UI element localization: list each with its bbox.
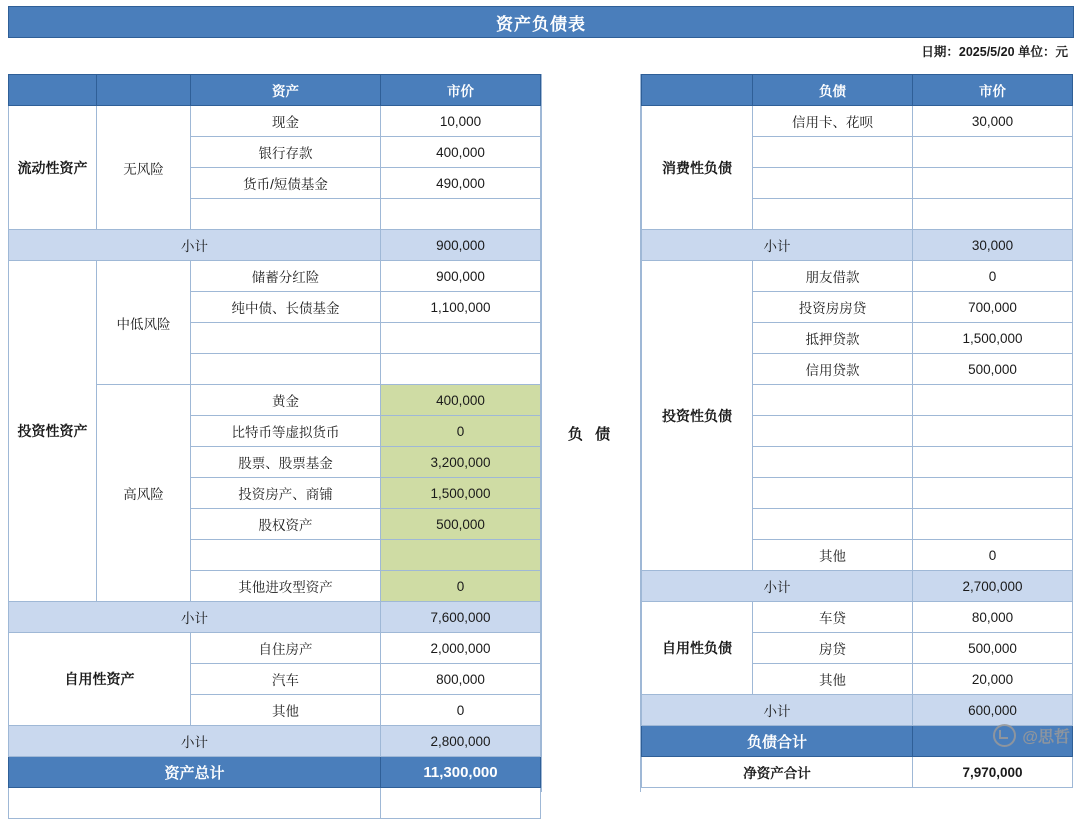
liabilities-subtotal-row <box>642 695 1073 726</box>
liability-name <box>753 168 913 199</box>
asset-name: 银行存款 <box>191 137 381 168</box>
assets-risk-midlow: 中低风险 <box>97 261 191 385</box>
liability-value: 700,000 <box>913 292 1073 323</box>
asset-value <box>381 199 541 230</box>
asset-value: 10,000 <box>381 106 541 137</box>
liability-value: 500,000 <box>913 354 1073 385</box>
liability-name: 其他 <box>753 664 913 695</box>
asset-value: 1,500,000 <box>381 478 541 509</box>
liability-name: 投资房房贷 <box>753 292 913 323</box>
assets-subtotal-label: 小计 <box>9 230 381 261</box>
liabilities-subtotal-label: 小计 <box>642 571 913 602</box>
liabilities-header-row <box>642 75 1073 106</box>
asset-value: 0 <box>381 416 541 447</box>
liability-name <box>753 478 913 509</box>
liabilities-category-personal: 自用性负债 <box>642 602 753 695</box>
liability-value: 30,000 <box>913 106 1073 137</box>
asset-name: 股票、股票基金 <box>191 447 381 478</box>
liability-value <box>913 509 1073 540</box>
assets-table <box>8 74 541 819</box>
liability-name <box>753 385 913 416</box>
asset-value: 490,000 <box>381 168 541 199</box>
net-assets-row <box>642 757 1073 788</box>
liability-name: 朋友借款 <box>753 261 913 292</box>
liability-value <box>913 447 1073 478</box>
assets-total-label: 资产总计 <box>9 757 381 788</box>
table-row <box>642 106 1073 137</box>
asset-value <box>381 354 541 385</box>
assets-header-blank1 <box>9 75 97 106</box>
asset-name <box>191 540 381 571</box>
liability-value: 500,000 <box>913 633 1073 664</box>
zhihu-logo-icon <box>993 724 1016 747</box>
table-row <box>9 106 541 137</box>
liability-value <box>913 137 1073 168</box>
asset-name <box>191 323 381 354</box>
table-row <box>9 261 541 292</box>
assets-category-investment: 投资性资产 <box>9 261 97 602</box>
liability-name: 房贷 <box>753 633 913 664</box>
assets-category-personal: 自用性资产 <box>9 633 191 726</box>
assets-subtotal-row <box>9 726 541 757</box>
asset-value: 400,000 <box>381 385 541 416</box>
asset-name: 储蓄分红险 <box>191 261 381 292</box>
table-row <box>642 261 1073 292</box>
asset-value: 0 <box>381 695 541 726</box>
assets-category-liquid: 流动性资产 <box>9 106 97 230</box>
liabilities-total-label: 负债合计 <box>642 726 913 757</box>
liability-value: 20,000 <box>913 664 1073 695</box>
table-row <box>9 633 541 664</box>
watermark-text: @思哲 <box>1022 729 1070 746</box>
asset-value: 800,000 <box>381 664 541 695</box>
assets-subtotal-row <box>9 602 541 633</box>
asset-value: 1,100,000 <box>381 292 541 323</box>
liabilities-table <box>641 74 1073 788</box>
liabilities-subtotal-label: 小计 <box>642 695 913 726</box>
liability-value: 0 <box>913 261 1073 292</box>
liabilities-subtotal-value: 2,700,000 <box>913 571 1073 602</box>
table-row <box>642 602 1073 633</box>
asset-value: 400,000 <box>381 137 541 168</box>
liability-name: 其他 <box>753 540 913 571</box>
liabilities-subtotal-row <box>642 230 1073 261</box>
liability-value: 80,000 <box>913 602 1073 633</box>
asset-name: 黄金 <box>191 385 381 416</box>
liability-name <box>753 137 913 168</box>
liabilities-category-consumer: 消费性负债 <box>642 106 753 230</box>
liability-value <box>913 416 1073 447</box>
asset-name: 货币/短债基金 <box>191 168 381 199</box>
asset-name: 股权资产 <box>191 509 381 540</box>
assets-footer-blank-label <box>9 788 381 819</box>
liability-name: 车贷 <box>753 602 913 633</box>
liability-name: 信用贷款 <box>753 354 913 385</box>
asset-name: 纯中债、长债基金 <box>191 292 381 323</box>
asset-name: 汽车 <box>191 664 381 695</box>
liability-name <box>753 447 913 478</box>
assets-header-blank2 <box>97 75 191 106</box>
asset-name: 现金 <box>191 106 381 137</box>
asset-name: 其他 <box>191 695 381 726</box>
page-title: 资产负债表 <box>8 6 1074 38</box>
asset-value <box>381 540 541 571</box>
assets-header-name: 资产 <box>191 75 381 106</box>
sheet-meta: 日期：2025/5/20 单位：元 <box>921 45 1068 59</box>
asset-name: 投资房产、商铺 <box>191 478 381 509</box>
liabilities-subtotal-row <box>642 571 1073 602</box>
asset-value: 500,000 <box>381 509 541 540</box>
liabilities-header-name: 负债 <box>753 75 913 106</box>
assets-subtotal-value: 2,800,000 <box>381 726 541 757</box>
assets-subtotal-value: 7,600,000 <box>381 602 541 633</box>
assets-total-row <box>9 757 541 788</box>
liability-value <box>913 168 1073 199</box>
liability-name <box>753 199 913 230</box>
net-assets-label: 净资产合计 <box>642 757 913 788</box>
liability-name: 抵押贷款 <box>753 323 913 354</box>
liabilities-subtotal-value: 600,000 <box>913 695 1073 726</box>
liability-value <box>913 385 1073 416</box>
asset-name: 自住房产 <box>191 633 381 664</box>
liabilities-side-label: 负 债 <box>541 74 641 792</box>
watermark <box>993 724 1070 747</box>
net-assets-value: 7,970,000 <box>913 757 1073 788</box>
assets-subtotal-label: 小计 <box>9 602 381 633</box>
liability-value <box>913 199 1073 230</box>
asset-name <box>191 354 381 385</box>
liability-name <box>753 416 913 447</box>
assets-subtotal-label: 小计 <box>9 726 381 757</box>
assets-total-value: 11,300,000 <box>381 757 541 788</box>
asset-value <box>381 323 541 354</box>
assets-subtotal-value: 900,000 <box>381 230 541 261</box>
assets-header-row <box>9 75 541 106</box>
asset-name: 比特币等虚拟货币 <box>191 416 381 447</box>
liabilities-header-blank <box>642 75 753 106</box>
liabilities-subtotal-label: 小计 <box>642 230 913 261</box>
asset-name: 其他进攻型资产 <box>191 571 381 602</box>
asset-value: 3,200,000 <box>381 447 541 478</box>
assets-risk-none: 无风险 <box>97 106 191 230</box>
assets-subtotal-row <box>9 230 541 261</box>
assets-footer-blank-value <box>381 788 541 819</box>
liabilities-category-investment: 投资性负债 <box>642 261 753 571</box>
assets-footer-blank-row <box>9 788 541 819</box>
assets-risk-high: 高风险 <box>97 385 191 602</box>
liability-name <box>753 509 913 540</box>
assets-header-value: 市价 <box>381 75 541 106</box>
liability-value <box>913 478 1073 509</box>
liability-value: 1,500,000 <box>913 323 1073 354</box>
asset-value: 0 <box>381 571 541 602</box>
asset-value: 2,000,000 <box>381 633 541 664</box>
liabilities-subtotal-value: 30,000 <box>913 230 1073 261</box>
liabilities-header-value: 市价 <box>913 75 1073 106</box>
asset-name <box>191 199 381 230</box>
liability-value: 0 <box>913 540 1073 571</box>
asset-value: 900,000 <box>381 261 541 292</box>
liability-name: 信用卡、花呗 <box>753 106 913 137</box>
